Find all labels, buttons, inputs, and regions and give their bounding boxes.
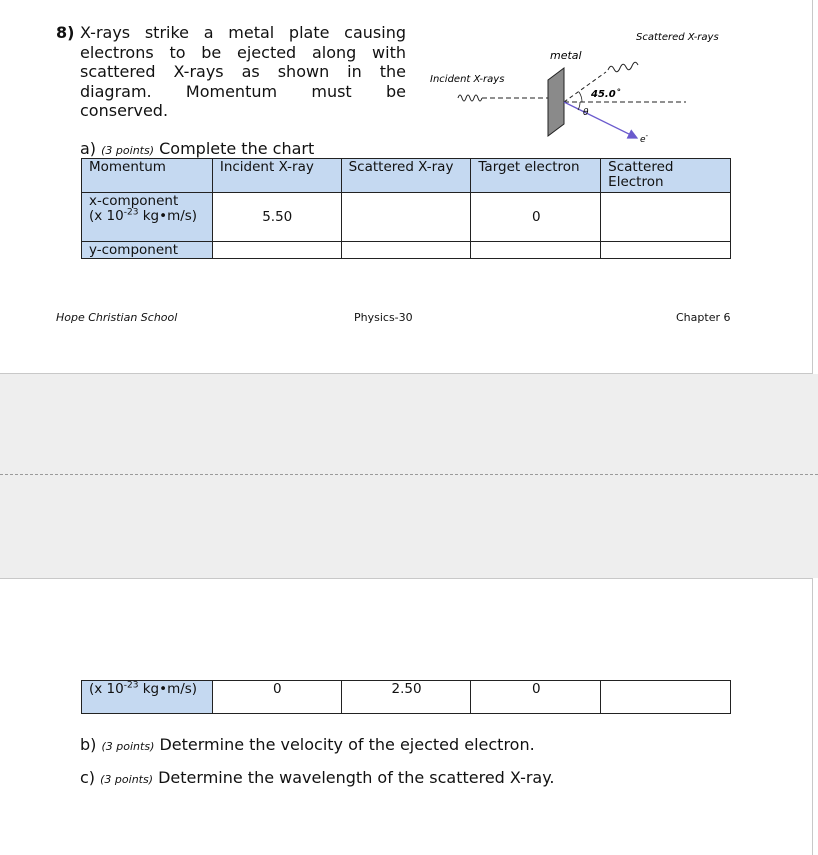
incident-label: Incident X-rays bbox=[430, 74, 505, 85]
question-number: 8) bbox=[56, 23, 75, 42]
part-a-text: Complete the chart bbox=[159, 139, 315, 158]
y-scattered-electron-cell-top[interactable] bbox=[601, 242, 731, 259]
footer-school: Hope Christian School bbox=[56, 311, 178, 324]
part-a bbox=[80, 139, 314, 158]
header-scattered-xray: Scattered X-ray bbox=[341, 159, 471, 193]
footer-chapter: Chapter 6 bbox=[676, 311, 731, 324]
electron-path-arrow bbox=[564, 102, 637, 138]
x-scattered-xray-cell[interactable] bbox=[341, 193, 471, 242]
incident-wave-icon bbox=[458, 95, 482, 101]
y-incident-cell-top[interactable] bbox=[212, 242, 341, 259]
metal-label: metal bbox=[550, 49, 582, 62]
x-component-row bbox=[82, 193, 731, 242]
electron-label: e- bbox=[640, 132, 649, 144]
part-c bbox=[80, 768, 555, 787]
y-scattered-xray-cell[interactable]: 2.50 bbox=[341, 681, 471, 714]
metal-plate bbox=[548, 68, 564, 136]
xray-diagram bbox=[428, 24, 733, 144]
part-c-text: Determine the wavelength of the scattered X-ray. bbox=[158, 768, 555, 787]
y-component-row bbox=[82, 242, 731, 259]
header-momentum: Momentum bbox=[82, 159, 213, 193]
y-target-electron-cell[interactable]: 0 bbox=[471, 681, 601, 714]
part-b-points: (3 points) bbox=[101, 740, 155, 753]
footer-course: Physics-30 bbox=[354, 311, 413, 324]
x-incident-cell[interactable]: 5.50 bbox=[212, 193, 341, 242]
x-component-label: x-component (x $10^{-23}$ kg•m/s) bbox=[82, 193, 213, 242]
y-component-unit: (x $10^{-23}$ kg•m/s) bbox=[82, 681, 213, 714]
momentum-chart-continued bbox=[81, 680, 731, 714]
scattered-label: Scattered X-rays bbox=[636, 32, 719, 43]
x-target-electron-cell[interactable]: 0 bbox=[471, 193, 601, 242]
y-scattered-xray-cell-top[interactable] bbox=[341, 242, 471, 259]
header-row bbox=[82, 159, 731, 193]
scattered-wave-icon bbox=[608, 62, 638, 72]
part-a-points: (3 points) bbox=[101, 144, 155, 157]
angle-arc bbox=[579, 92, 582, 102]
y-target-electron-cell-top[interactable] bbox=[471, 242, 601, 259]
momentum-chart bbox=[81, 158, 731, 259]
y-incident-cell[interactable]: 0 bbox=[212, 681, 341, 714]
y-component-label: y-component bbox=[82, 242, 213, 259]
part-b-letter: b) bbox=[80, 735, 97, 754]
part-b bbox=[80, 735, 535, 754]
page-bottom bbox=[0, 578, 813, 855]
part-c-letter: c) bbox=[80, 768, 96, 787]
page-top bbox=[0, 0, 813, 374]
header-target-electron: Target electron bbox=[471, 159, 601, 193]
page-break-line bbox=[0, 474, 818, 475]
question-text: X-rays strike a metal plate causing electrons to be ejected along with scattered X-rays as shown in the diagram. Momentum must be conserved. bbox=[80, 23, 406, 120]
part-b-text: Determine the velocity of the ejected electron. bbox=[159, 735, 535, 754]
y-component-row-continued bbox=[82, 681, 731, 714]
y-scattered-electron-cell[interactable] bbox=[601, 681, 731, 714]
part-a-letter: a) bbox=[80, 139, 97, 158]
x-scattered-electron-cell[interactable] bbox=[601, 193, 731, 242]
header-incident-xray: Incident X-ray bbox=[212, 159, 341, 193]
angle-label: 45.0˚ bbox=[591, 89, 621, 100]
page-gap bbox=[0, 374, 818, 578]
theta-label: θ bbox=[583, 108, 589, 118]
theta-arc bbox=[578, 102, 580, 110]
header-scattered-electron: Scattered Electron bbox=[601, 159, 731, 193]
part-c-points: (3 points) bbox=[100, 773, 154, 786]
